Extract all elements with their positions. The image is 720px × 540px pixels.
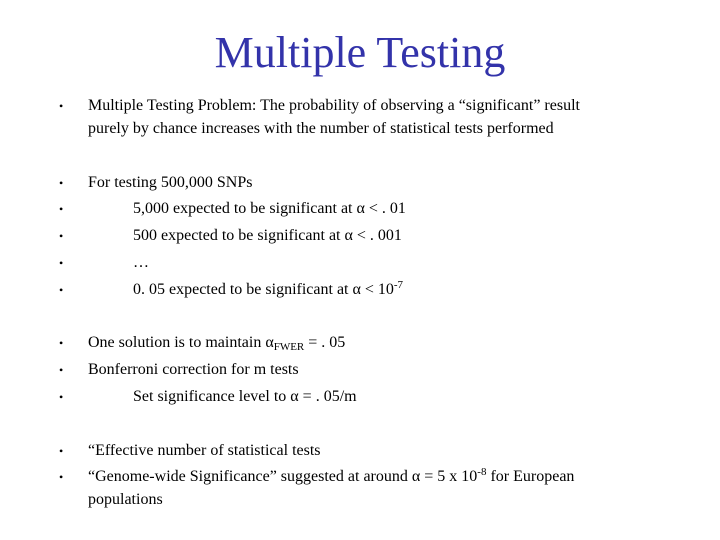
exponent-minus-7: -7 [393, 279, 404, 291]
slide-title: Multiple Testing [214, 28, 506, 77]
bullet-marker: • [59, 470, 64, 484]
snp-expected-001-line: 500 expected to be significant at α < . 001 [133, 227, 402, 244]
bullet-marker: • [59, 229, 64, 243]
populations-line: populations [88, 491, 163, 508]
genome-wide-end: for European [486, 468, 575, 485]
fwer-subscript: FWER [273, 341, 305, 353]
bullet-marker: • [59, 444, 64, 458]
bullet-marker: • [59, 390, 64, 404]
bullet-marker: • [59, 363, 64, 377]
problem-line-2: purely by chance increases with the number of statistical tests performed [88, 120, 554, 137]
snp-ellipsis-line: … [133, 254, 149, 271]
effective-tests-line: “Effective number of statistical tests [88, 442, 321, 459]
snp-expected-1e-7-line [133, 278, 403, 302]
exponent-minus-8: -8 [477, 466, 487, 478]
bullet-marker: • [59, 202, 64, 216]
bullet-marker: • [59, 176, 64, 190]
fwer-value: = . 05 [304, 334, 346, 351]
snp-expected-1e-7-text: 0. 05 expected to be significant at α < 10 [133, 281, 394, 298]
bonferroni-line: Bonferroni correction for m tests [88, 361, 299, 378]
snp-intro-line: For testing 500,000 SNPs [88, 174, 253, 191]
genome-wide-text: “Genome-wide Significance” suggested at around α = 5 x 10 [88, 468, 478, 485]
snp-expected-01-line: 5,000 expected to be significant at α < . 01 [133, 200, 406, 217]
fwer-solution-text: One solution is to maintain α [88, 334, 274, 351]
fwer-solution-line [88, 331, 345, 355]
bullet-marker: • [59, 256, 64, 270]
problem-line-1: Multiple Testing Problem: The probability of observing a “significant” result [88, 97, 580, 114]
bullet-marker: • [59, 283, 64, 297]
genome-wide-line [88, 465, 574, 489]
bullet-marker: • [59, 99, 64, 113]
significance-level-line: Set significance level to α = . 05/m [133, 388, 357, 405]
bullet-marker: • [59, 336, 64, 350]
